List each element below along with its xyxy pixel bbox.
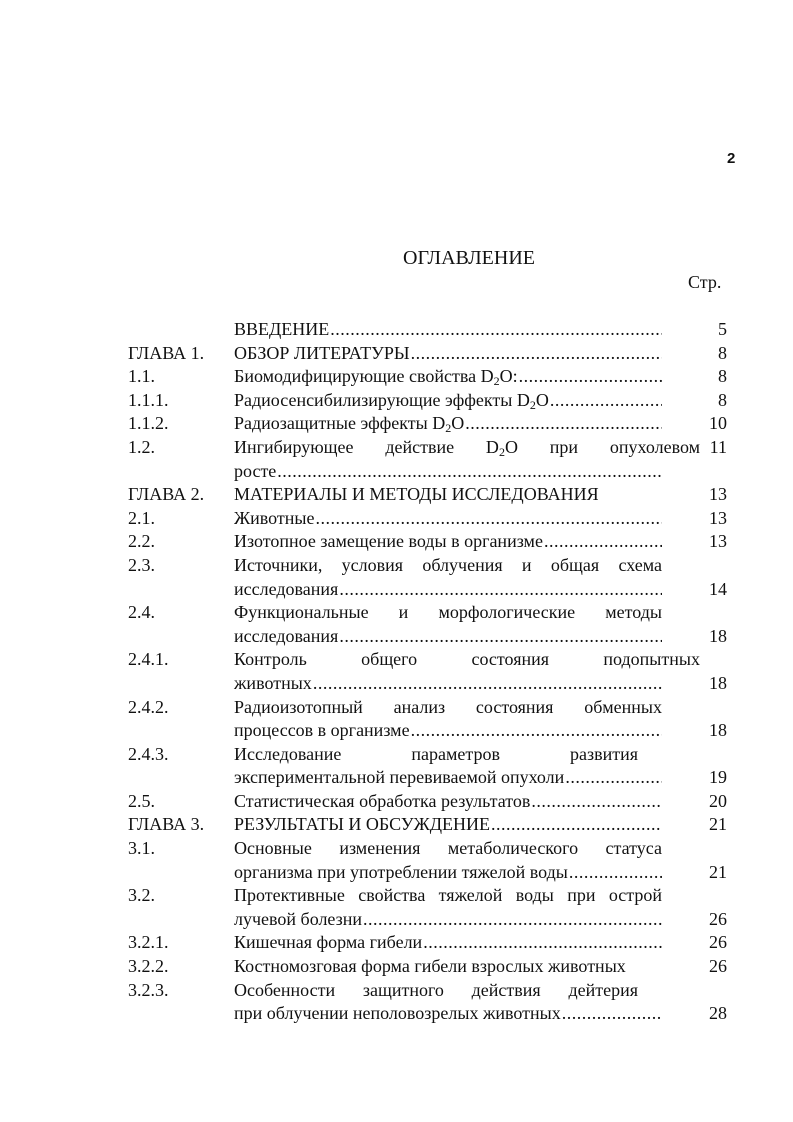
dot-leader [339,625,662,649]
toc-entry-title: Радиозащитные эффекты $D_2O$ [234,413,465,436]
dot-leader [519,365,662,389]
toc-entry-title: Радиоизотопный анализ состояния обменных [234,696,662,717]
toc-entry[interactable] [0,837,793,884]
toc-entry-title: Биомодифицирующие свойства $D_2O$: [234,366,518,389]
toc-entry[interactable] [0,342,793,366]
toc-entry-number: 2.4.2. [128,696,169,717]
toc-entry-number: 3.2.3. [128,979,169,1000]
toc-entry-page: 18 [709,720,727,741]
toc-entry-title: Ингибирующее действие $D_2O$ при опухолевом [234,436,700,459]
toc-entry-title: ВВЕДЕНИЕ [234,319,330,339]
toc-entry-title-cont: экспериментальной перевиваемой опухоли [234,767,565,788]
page-number: 2 [727,150,736,167]
toc-entry-number: 3.2.1. [128,932,169,953]
toc-entry-page: 5 [718,319,727,339]
toc-entry-number: 2.4.3. [128,743,169,764]
toc-entry[interactable] [0,884,793,931]
toc-entry-number: 2.1. [128,507,155,528]
toc-entry-page: 13 [709,507,727,528]
toc-entry-page: 26 [709,932,727,953]
toc-entry-number: 2.4. [128,602,155,623]
toc-entry[interactable] [0,318,793,342]
toc-entry-number: 1.1. [128,366,155,387]
toc-entry-title-cont: животных [234,672,312,693]
toc-entry-number: 3.1. [128,838,155,859]
toc-entry-number: 3.2.2. [128,956,169,977]
toc-entry-title-cont: организма при употреблении тяжелой воды [234,861,568,882]
page-column-label: Стр. [688,272,722,292]
dot-leader [277,460,662,484]
toc-entry-page: 18 [709,672,727,693]
toc-entry-page: 13 [709,531,727,552]
dot-leader [313,672,662,696]
toc-entry-title: ОБЗОР ЛИТЕРАТУРЫ [234,342,410,363]
toc-entry-title-cont: при облучении неполовозрелых животных [234,1003,561,1024]
toc-entry[interactable] [0,530,793,554]
toc-entry[interactable] [0,412,793,436]
toc-entry[interactable] [0,483,793,507]
toc-entry-title-cont: росте [234,460,277,481]
dot-leader [411,719,662,743]
toc-entry-title: РЕЗУЛЬТАТЫ И ОБСУЖДЕНИЕ [234,814,491,835]
toc-entry-number: 1.1.1. [128,389,169,410]
toc-entry-page: 10 [709,413,727,434]
dot-leader [363,908,662,932]
toc-entry-title: Радиосенсибилизирующие эффекты $D_2O$ [234,389,549,412]
dot-leader [465,412,662,436]
toc-entry-title: Статистическая обработка результатов [234,790,531,811]
toc-entry-number: 2.5. [128,790,155,811]
toc-entry-title: Особенности защитного действия дейтерия [234,979,638,1000]
toc-entry[interactable] [0,955,793,979]
toc-entry-number: ГЛАВА 1. [128,342,205,363]
dot-leader [330,318,662,342]
toc-entry-page: 8 [718,389,727,410]
toc-entry[interactable] [0,813,793,837]
toc-entry-number: ГЛАВА 3. [128,814,205,835]
toc-entry-title: Основные изменения метаболического статуса [234,838,662,859]
toc-entry-title: Контроль общего состояния подопытных [234,649,700,670]
toc-entry-number: 2.2. [128,531,155,552]
toc-entry[interactable] [0,436,793,483]
dot-leader [315,507,662,531]
toc-entry-title: Животные [234,507,315,528]
toc-entry-title: Источники, условия облучения и общая схема [234,554,662,575]
toc-entry-page: 19 [709,767,727,788]
toc-entry-page: 21 [709,861,727,882]
toc-entry-title-cont: исследования [234,578,339,599]
toc-entry[interactable] [0,931,793,955]
toc-entry-title: Функциональные и морфологические методы [234,602,662,623]
toc-entry[interactable] [0,979,793,1026]
toc-title: ОГЛАВЛЕНИЕ [403,247,535,269]
dot-leader [569,861,662,885]
dot-leader [339,578,662,602]
toc-entry-page: 21 [709,814,727,835]
toc-entry-title: Изотопное замещение воды в организме [234,531,543,552]
toc-entry-number: 1.2. [128,436,155,457]
dot-leader [531,790,662,814]
toc-entry[interactable] [0,601,793,648]
dot-leader [544,530,662,554]
toc-entry-number: ГЛАВА 2. [128,484,205,505]
toc-entry-page: 14 [709,578,727,599]
toc-entry[interactable] [0,743,793,790]
dot-leader [562,1002,662,1026]
toc-entry-title: Протективные свойства тяжелой воды при острой [234,885,662,906]
toc-entry-title-cont: процессов в организме [234,720,410,741]
toc-entry-page: 20 [709,790,727,811]
toc-entry[interactable] [0,507,793,531]
toc-entry[interactable] [0,696,793,743]
dot-leader [550,389,662,413]
toc-entry-page: 11 [709,436,727,457]
toc-entry[interactable] [0,790,793,814]
toc-entry-number: 2.4.1. [128,649,169,670]
dot-leader [491,813,662,837]
toc-entry-title-cont: лучевой болезни [234,908,363,929]
table-of-contents [0,318,793,1026]
toc-entry-title: Костномозговая форма гибели взрослых животных [234,956,626,977]
toc-entry-page: 26 [709,956,727,977]
dot-leader [565,766,662,790]
toc-entry-page: 18 [709,625,727,646]
toc-entry-title: Исследование параметров развития [234,743,638,764]
toc-entry-number: 2.3. [128,554,155,575]
dot-leader [411,342,662,366]
toc-entry-page: 8 [718,366,727,387]
dot-leader [423,931,662,955]
toc-entry[interactable] [0,648,793,695]
toc-entry[interactable] [0,389,793,413]
toc-entry-page: 28 [709,1003,727,1024]
toc-entry-number: 1.1.2. [128,413,169,434]
toc-entry-title-cont: исследования [234,625,339,646]
toc-entry-number: 3.2. [128,885,155,906]
toc-entry-page: 8 [718,342,727,363]
toc-entry-page: 26 [709,908,727,929]
toc-entry[interactable] [0,365,793,389]
toc-entry-title: МАТЕРИАЛЫ И МЕТОДЫ ИССЛЕДОВАНИЯ [234,484,599,505]
toc-entry-page: 13 [709,484,727,505]
toc-entry-title: Кишечная форма гибели [234,932,423,953]
toc-entry[interactable] [0,554,793,601]
